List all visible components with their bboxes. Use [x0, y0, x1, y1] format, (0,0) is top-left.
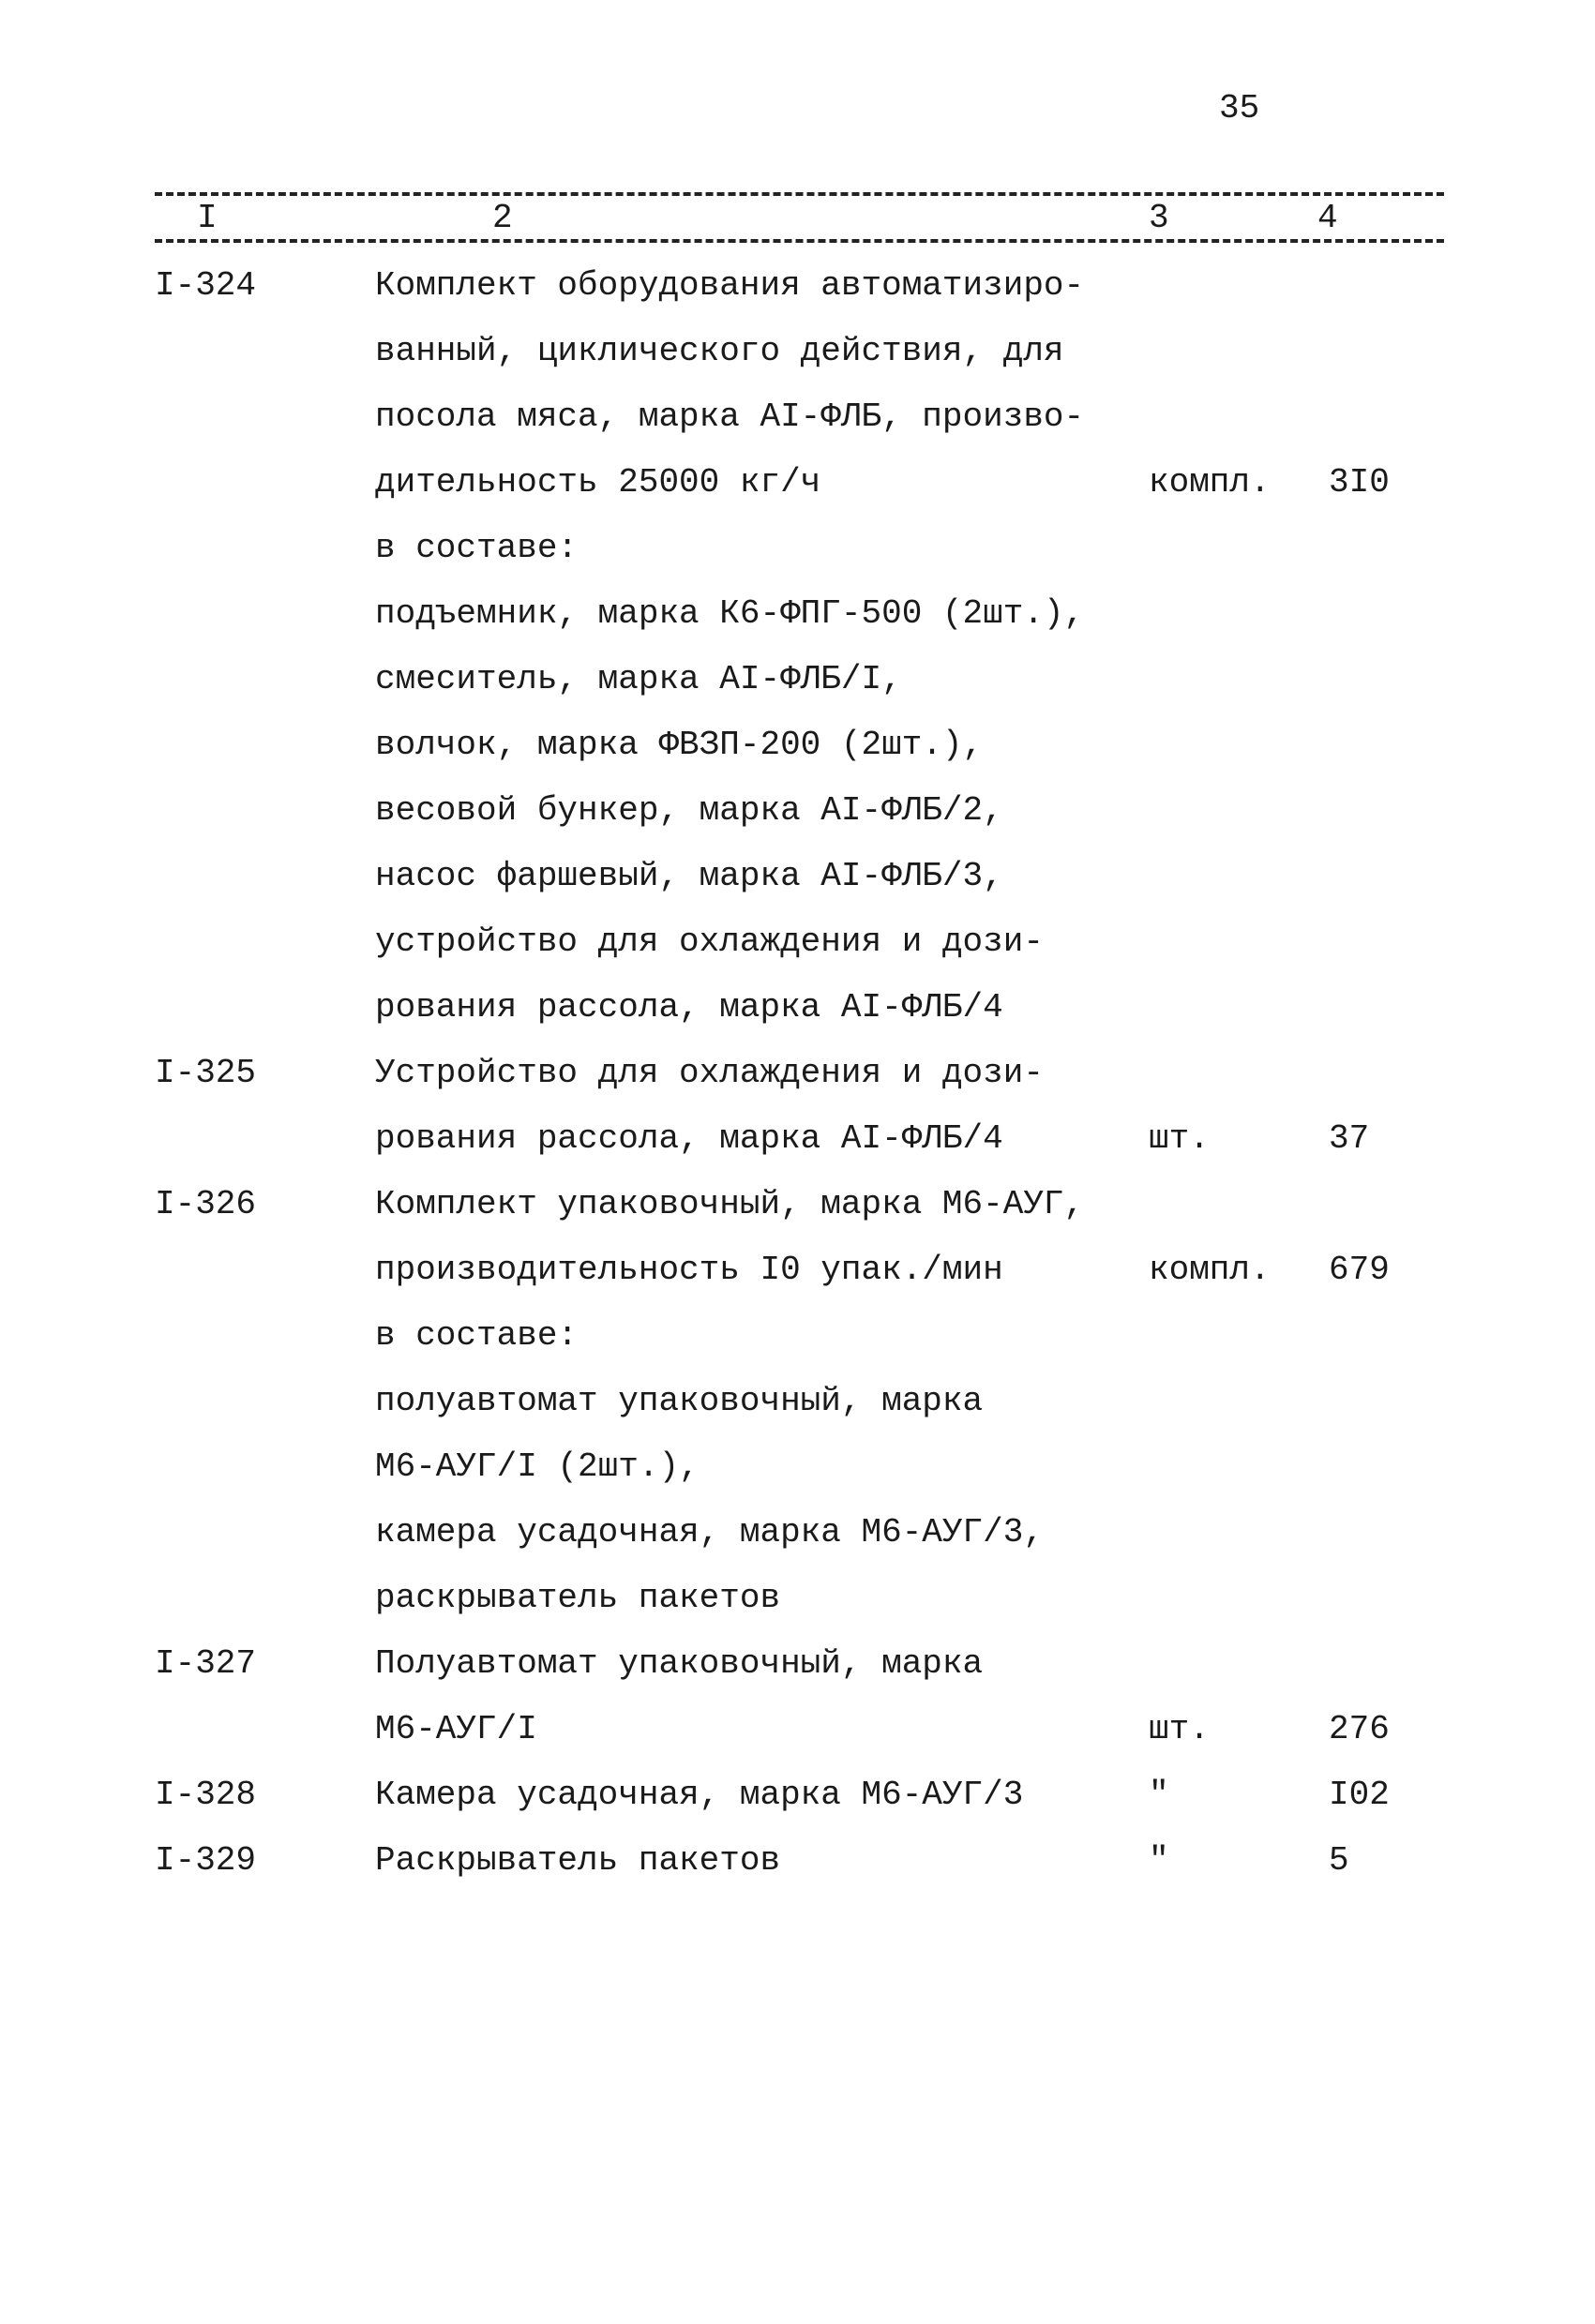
page-number: 35 — [1219, 89, 1260, 127]
item-description: весовой бункер, марка AI-ФЛБ/2, — [375, 791, 1003, 830]
item-description: насос фаршевый, марка AI-ФЛБ/3, — [375, 857, 1003, 895]
item-quantity: 679 — [1329, 1251, 1390, 1289]
table-row — [0, 1711, 1595, 1777]
table-header-bottom-rule — [155, 239, 1444, 243]
table-row — [0, 267, 1595, 333]
item-description: М6-АУГ/I (2шт.), — [375, 1447, 700, 1486]
item-description: Камера усадочная, марка М6-АУГ/3 — [375, 1776, 1024, 1814]
item-description: Раскрыватель пакетов — [375, 1841, 781, 1880]
table-row — [0, 923, 1595, 989]
item-description: Полуавтомат упаковочный, марка — [375, 1644, 984, 1683]
table-row — [0, 1055, 1595, 1120]
table-row — [0, 661, 1595, 727]
item-description: М6-АУГ/I — [375, 1710, 537, 1748]
item-description: Устройство для охлаждения и дози- — [375, 1054, 1044, 1092]
table-row — [0, 989, 1595, 1055]
item-description: полуавтомат упаковочный, марка — [375, 1382, 984, 1420]
item-unit: шт. — [1149, 1710, 1210, 1748]
item-description: в составе: — [375, 1316, 579, 1355]
item-description: подъемник, марка К6-ФПГ-500 (2шт.), — [375, 594, 1085, 633]
item-quantity: 3I0 — [1329, 463, 1390, 502]
table-row — [0, 1580, 1595, 1645]
item-quantity: I02 — [1329, 1776, 1390, 1814]
table-row — [0, 464, 1595, 530]
table-row — [0, 1317, 1595, 1383]
table-header-top-rule — [155, 192, 1444, 196]
column-header-4: 4 — [1317, 199, 1338, 237]
table-row — [0, 1252, 1595, 1317]
item-description: рования рассола, марка AI-ФЛБ/4 — [375, 988, 1003, 1027]
item-description: смеситель, марка AI-ФЛБ/I, — [375, 660, 902, 698]
item-quantity: 276 — [1329, 1710, 1390, 1748]
item-unit: " — [1149, 1776, 1169, 1814]
item-unit: " — [1149, 1841, 1169, 1880]
item-description: Комплект упаковочный, марка М6-АУГ, — [375, 1185, 1085, 1223]
item-code: I-325 — [155, 1054, 257, 1092]
column-header-3: 3 — [1149, 199, 1169, 237]
table-row — [0, 792, 1595, 858]
table-row — [0, 1645, 1595, 1711]
table-row — [0, 333, 1595, 398]
table-row — [0, 1120, 1595, 1186]
table-row — [0, 595, 1595, 661]
item-description: волчок, марка ФВЗП-200 (2шт.), — [375, 726, 984, 764]
table-row — [0, 727, 1595, 792]
item-description: камера усадочная, марка М6-АУГ/3, — [375, 1513, 1044, 1552]
table-row — [0, 1383, 1595, 1448]
item-code: I-327 — [155, 1644, 257, 1683]
item-description: рования рассола, марка AI-ФЛБ/4 — [375, 1119, 1003, 1158]
item-description: ванный, циклического действия, для — [375, 332, 1064, 370]
item-description: раскрыватель пакетов — [375, 1579, 781, 1617]
table-row — [0, 398, 1595, 464]
item-unit: шт. — [1149, 1119, 1210, 1158]
item-code: I-328 — [155, 1776, 257, 1814]
item-code: I-326 — [155, 1185, 257, 1223]
item-code: I-324 — [155, 266, 257, 305]
item-unit: компл. — [1149, 463, 1271, 502]
item-description: в составе: — [375, 529, 579, 567]
table-row — [0, 1777, 1595, 1842]
item-description: посола мяса, марка AI-ФЛБ, произво- — [375, 397, 1085, 436]
table-row — [0, 530, 1595, 595]
column-header-2: 2 — [492, 199, 513, 237]
item-description: дительность 25000 кг/ч — [375, 463, 821, 502]
table-row — [0, 1514, 1595, 1580]
item-description: Комплект оборудования автоматизиро- — [375, 266, 1085, 305]
item-quantity: 37 — [1329, 1119, 1370, 1158]
table-row — [0, 1448, 1595, 1514]
table-body — [0, 267, 1595, 1908]
column-header-1: I — [197, 199, 218, 237]
item-quantity: 5 — [1329, 1841, 1349, 1880]
table-row — [0, 858, 1595, 923]
item-description: производительность I0 упак./мин — [375, 1251, 1003, 1289]
table-row — [0, 1842, 1595, 1908]
item-unit: компл. — [1149, 1251, 1271, 1289]
item-description: устройство для охлаждения и дози- — [375, 922, 1044, 961]
item-code: I-329 — [155, 1841, 257, 1880]
table-row — [0, 1186, 1595, 1252]
